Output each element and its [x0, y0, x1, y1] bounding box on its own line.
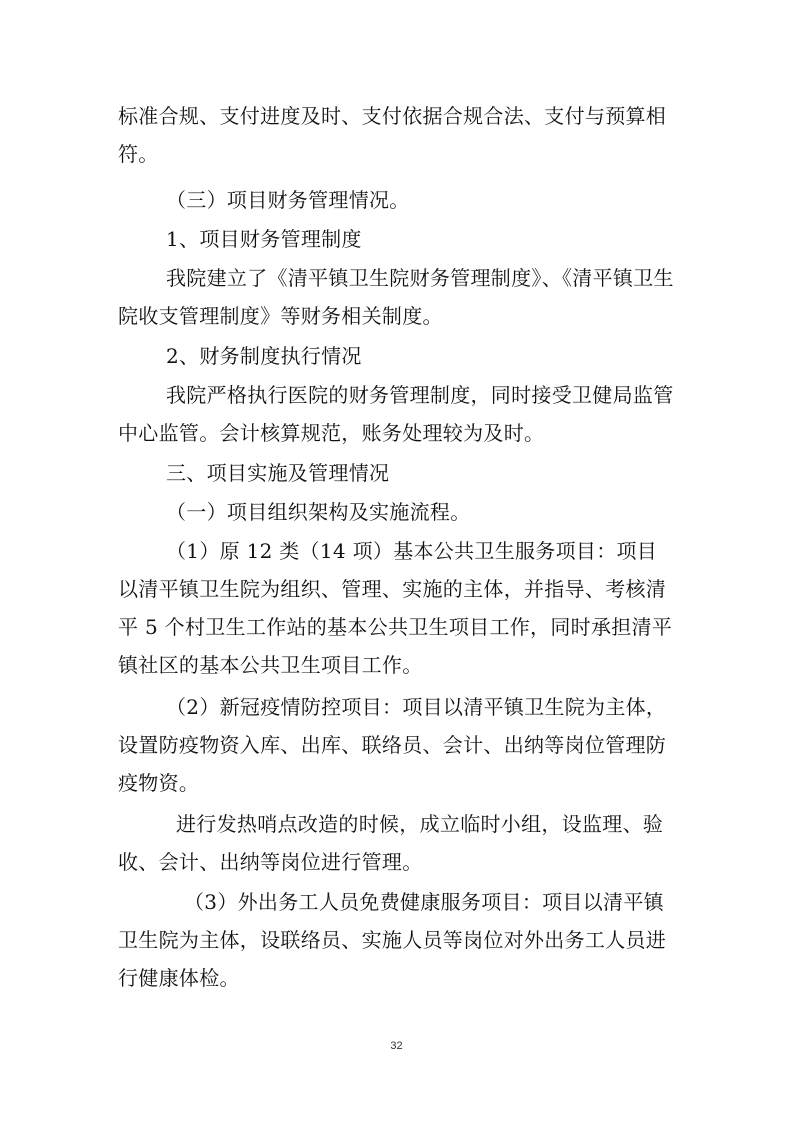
heading-project-financial-management: （三）项目财务管理情况。 [166, 188, 410, 212]
paragraph-covid-project: （2）新冠疫情防控项目：项目以清平镇卫生院为主体，设置防疫物资入库、出库、联络员、会计、出纳等岗位管理防疫物资。 [118, 695, 667, 795]
paragraph-financial-system: 我院建立了《清平镇卫生院财务管理制度》、《清平镇卫生院收支管理制度》等财务相关制度。 [118, 266, 674, 328]
page-number: 32 [390, 1040, 403, 1052]
paragraph-public-health-project: （1）原 12 类（14 项）基本公共卫生服务项目：项目以清平镇卫生院为组织、管理、实施的主体，并指导、考核清平 5 个村卫生工作站的基本公共卫生项目工作，同时承担清平镇社区的基本公共卫生项目工作。 [118, 539, 673, 677]
heading-system-execution: 2、财务制度执行情况 [166, 344, 362, 368]
paragraph-system-execution: 我院严格执行医院的财务管理制度，同时接受卫健局监管中心监管。会计核算规范，账务处理较为及时。 [118, 383, 674, 445]
heading-implementation-management: 三、项目实施及管理情况 [166, 461, 390, 485]
paragraph-payment-compliance: 标准合规、支付进度及时、支付依据合规合法、支付与预算相符。 [118, 104, 667, 166]
heading-financial-system: 1、项目财务管理制度 [166, 227, 362, 251]
heading-organization-structure: （一）项目组织架构及实施流程。 [166, 500, 471, 524]
paragraph-migrant-worker-project: （3）外出务工人员免费健康服务项目：项目以清平镇卫生院为主体，设联络员、实施人员等岗位对外出务工人员进行健康体检。 [118, 890, 667, 990]
paragraph-fever-sentinel: 进行发热哨点改造的时候，成立临时小组，设监理、验收、会计、出纳等岗位进行管理。 [118, 812, 664, 874]
